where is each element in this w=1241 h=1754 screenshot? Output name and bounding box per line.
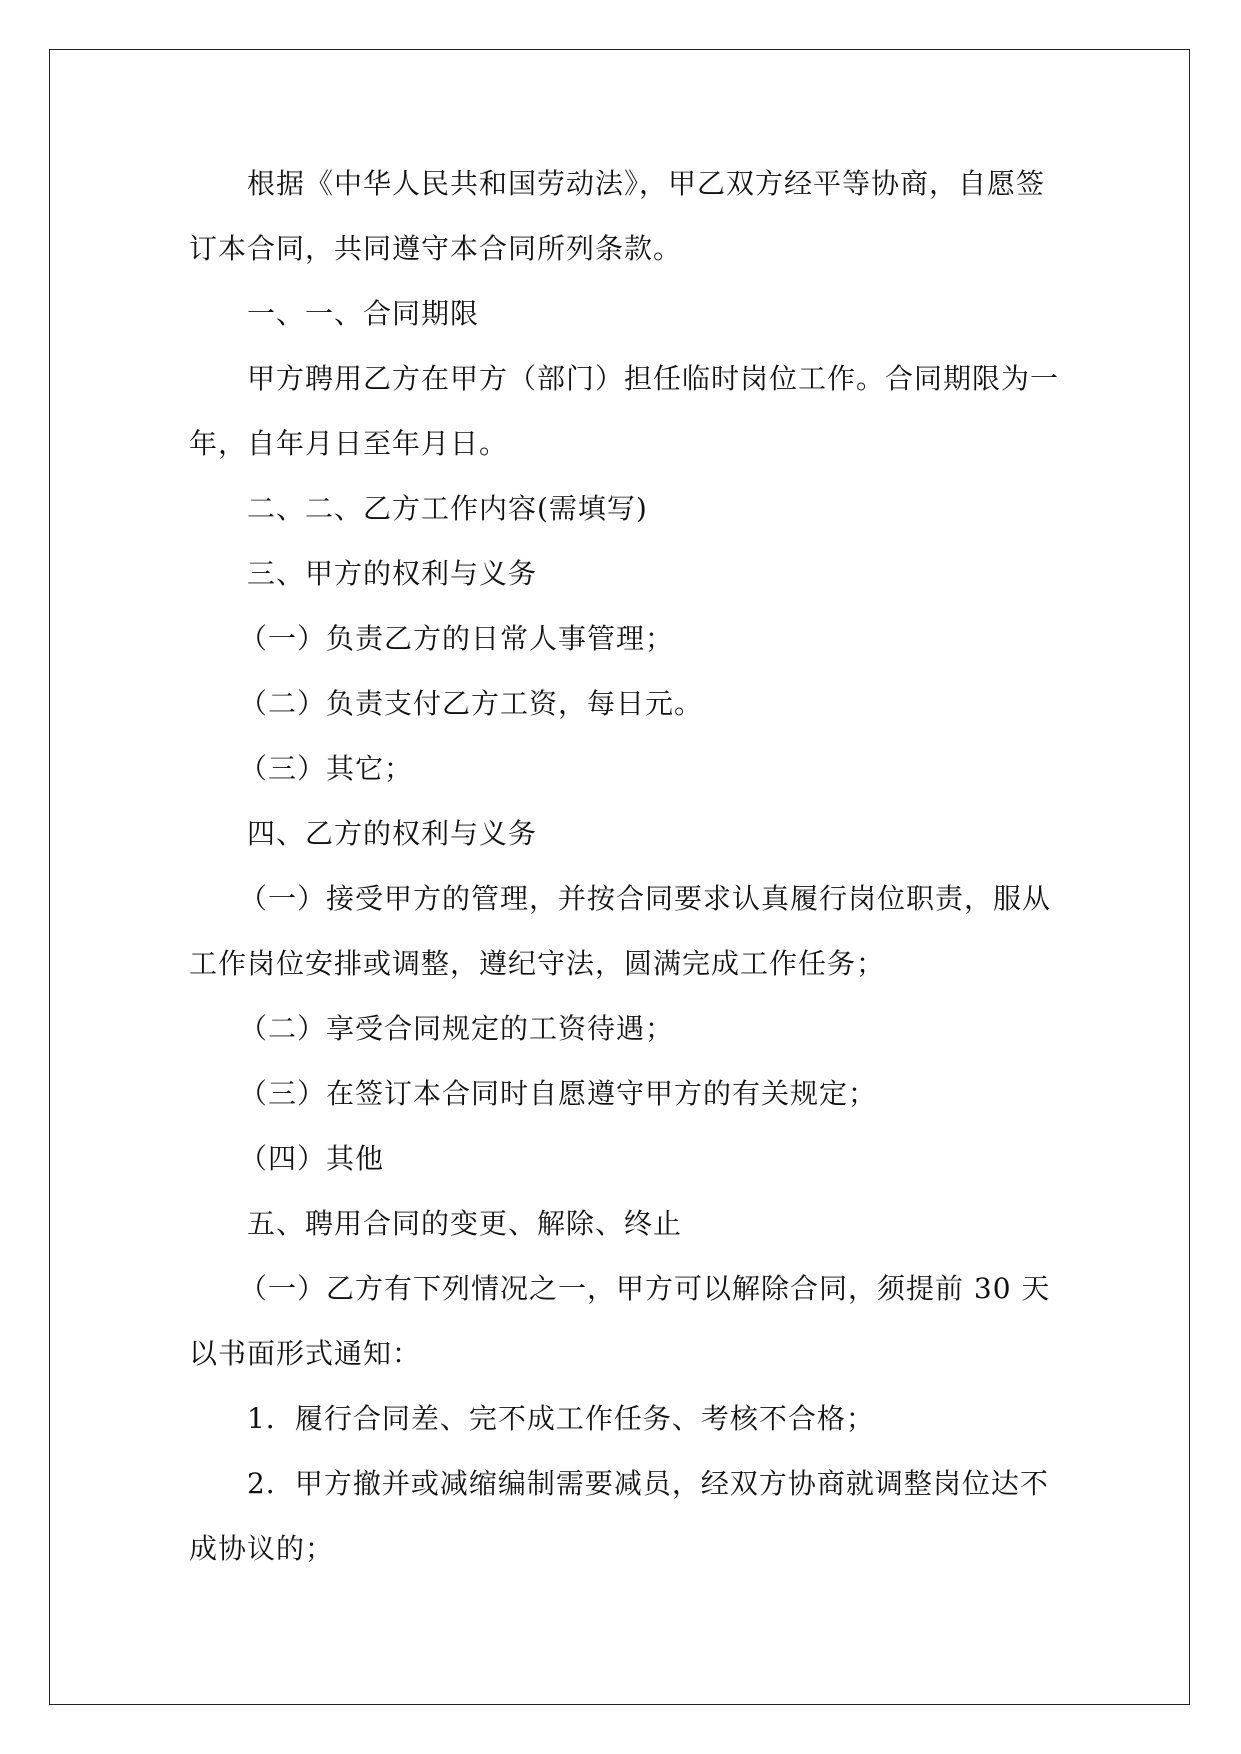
text-line: 成协议的； bbox=[189, 1532, 335, 1565]
text-line: （二）负责支付乙方工资，每日元。 bbox=[239, 687, 704, 720]
text-line: 订本合同，共同遵守本合同所列条款。 bbox=[189, 232, 683, 265]
text-line: 工作岗位安排或调整，遵纪守法，圆满完成工作任务； bbox=[189, 947, 886, 980]
text-line: 2．甲方撤并或减缩编制需要减员，经双方协商就调整岗位达不 bbox=[247, 1467, 1049, 1500]
text-line: （二）享受合同规定的工资待遇； bbox=[239, 1012, 675, 1045]
text-line: 甲方聘用乙方在甲方（部门）担任临时岗位工作。合同期限为一 bbox=[247, 362, 1060, 395]
text-line: （三）在签订本合同时自愿遵守甲方的有关规定； bbox=[239, 1077, 878, 1110]
text-line: 年，自年月日至年月日。 bbox=[189, 427, 509, 460]
text-line: （三）其它； bbox=[239, 752, 414, 785]
document-body bbox=[189, 156, 1059, 1586]
text-line: 根据《中华人民共和国劳动法》，甲乙双方经平等协商，自愿签 bbox=[247, 167, 1046, 200]
text-line: 以书面形式通知： bbox=[189, 1337, 422, 1370]
text-line: 1．履行合同差、完不成工作任务、考核不合格； bbox=[247, 1402, 875, 1435]
text-line: 五、聘用合同的变更、解除、终止 bbox=[247, 1207, 683, 1240]
text-line: 三、甲方的权利与义务 bbox=[247, 557, 538, 590]
text-line: 二、二、乙方工作内容(需填写) bbox=[247, 492, 648, 525]
text-line: 一、一、合同期限 bbox=[247, 297, 480, 330]
text-line: （一）接受甲方的管理，并按合同要求认真履行岗位职责，服从 bbox=[239, 882, 1052, 915]
text-line: （一）负责乙方的日常人事管理； bbox=[239, 622, 675, 655]
text-line: （一）乙方有下列情况之一，甲方可以解除合同，须提前 30 天 bbox=[239, 1272, 1051, 1305]
text-line: （四）其他 bbox=[239, 1142, 385, 1175]
text-line: 四、乙方的权利与义务 bbox=[247, 817, 538, 850]
